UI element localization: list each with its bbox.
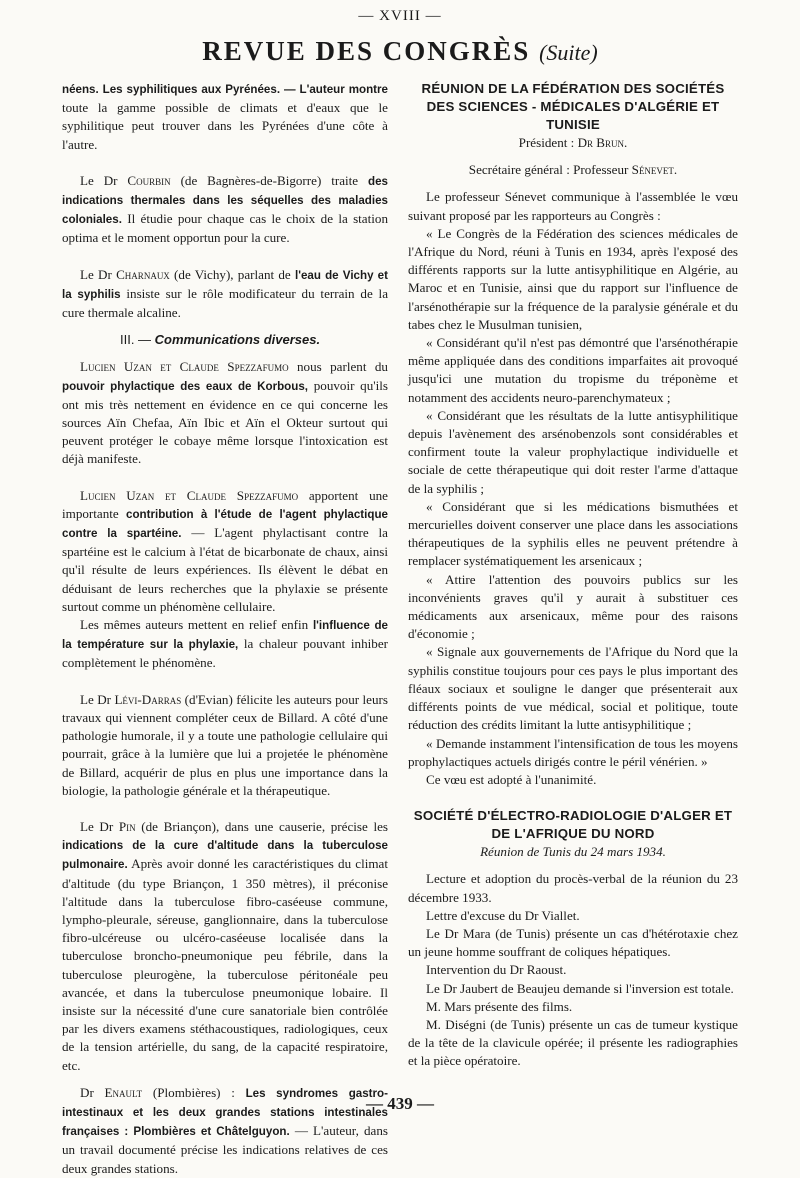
paragraph-sparteine xyxy=(62,487,388,616)
paragraph-pin xyxy=(62,818,388,1075)
paragraph-wish-5: « Attire l'attention des pouvoirs publics sur les inconvénients graves qu'il y aurait à substituer ces médicaments aux arsenicaux, même pour des raisons d'économie ; xyxy=(408,571,738,642)
text: Le Dr xyxy=(80,172,128,188)
paragraph-wish-7: « Demande instamment l'intensification de tous les moyens prophylactiques actuels dirigés contre le péril vénérien. » xyxy=(408,735,738,769)
paragraph-temperature xyxy=(62,616,388,673)
minutes-item-5: Le Dr Jaubert de Beaujeu demande si l'inversion est totale. xyxy=(426,980,734,996)
author-name: Pin xyxy=(118,818,136,834)
text: — L'auteur, dans un travail documenté précise les indications relatives de ces deux grandes stations. xyxy=(62,1123,388,1176)
paragraph-pyrenees xyxy=(62,80,388,154)
paragraph-adopted: Ce vœu est adopté à l'unanimité. xyxy=(426,771,597,787)
paragraph-charnaux xyxy=(62,266,388,323)
minutes-item-4: Intervention du Dr Raoust. xyxy=(426,962,567,978)
text: Les mêmes auteurs mettent en relief enfin xyxy=(80,617,313,633)
label: Secrétaire général : Professeur xyxy=(468,162,632,178)
text: la chaleur pouvant inhiber complètement le phénomène. xyxy=(62,636,388,671)
text: Il étudie pour chaque cas le choix de la station optima et le moment opportun pour la cure. xyxy=(62,211,388,246)
heading-federation: RÉUNION DE LA FÉDÉRATION DES SOCIÉTÉS DES SCIENCES - MÉDICALES D'ALGÉRIE ET TUNISIE xyxy=(421,81,725,132)
text: pouvoir qu'ils ont mis très nettement en évidence en ce qui concerne les sources Aïn Chefaa, Aïn Ibic et Aïn el Okteur surtout qui peuvent protéger le cobaye même lorsque l'intoxication est déjà manifeste. xyxy=(62,377,389,467)
minutes-item-6: M. Mars présente des films. xyxy=(426,998,573,1014)
abstract-title: Les syndromes gastro-intestinaux et les deux grandes stations intestinales françaises : Plombières et Châtelguyon. xyxy=(62,1086,388,1139)
paragraph-wish-2: « Considérant qu'il n'est pas démontré que l'arsénothérapie même appliquée dans des conditions imparfaites ait provoqué jusqu'ici une mutation du tropisme du tréponème et notamment des accidents neuro-parenchymateux ; xyxy=(408,335,738,405)
page-number: — 439 — xyxy=(366,1094,434,1113)
text: nous parlent du xyxy=(288,359,388,375)
minutes-item-7: M. Diségni (de Tunis) présente un cas de tumeur kystique de la tête de la clavicule opérée; il présente les radiographies et la pièce opératoire. xyxy=(408,1016,738,1069)
abstract-title: indications de la cure d'altitude dans la tuberculose pulmonaire. xyxy=(62,839,388,872)
abstract-text: toute la gamme possible de climats et d'eaux que le syphilitique peut trouver dans les Pyrénées d'une côte à l'autre. xyxy=(62,100,388,152)
paragraph-courbin xyxy=(62,172,388,248)
paragraph-levi-darras xyxy=(62,691,388,800)
paragraph-wish-6: « Signale aux gouvernements de l'Afrique du Nord que la syphilis constitue toujours pour ces pays le plus important des fléaux sociaux et souligne le danger que présenterait aux différents points de vue médical, social et politique, toute réduction des crédits limitant la lutte antisyphilitique ; xyxy=(408,644,738,733)
person-name: Dr Brun. xyxy=(577,135,628,150)
text: (Plombières) : xyxy=(142,1084,246,1100)
running-title-suffix: (Suite) xyxy=(539,40,598,65)
text: — L'agent phylactisant contre la spartéine est le calcium à l'état de bicarbonate de chaux, ainsi qu'il résulte de leurs expériences. Ils élèvent le débat en déduisant de leurs recherches que la phylaxie se présente surtout comme un phénomène cellulaire. xyxy=(62,525,388,614)
paragraph-wish-4: « Considérant que si les médications bismuthées et mercurielles doivent conserver une place dans les associations thérapeutiques de la syphilis elles ne peuvent prétendre à remplacer systématiquement les arsenicaux ; xyxy=(408,498,738,569)
author-name: Courbin xyxy=(127,172,171,188)
section-title: Communications diverses. xyxy=(154,332,321,348)
text: (de Bagnères-de-Bigorre) traite xyxy=(170,172,369,188)
abstract-title: l'influence de la température sur la phylaxie, xyxy=(62,619,388,652)
abstract-lead: L'auteur montre xyxy=(299,83,388,96)
text: (de Vichy), parlant de xyxy=(169,266,295,282)
person-name: Sénevet. xyxy=(631,162,678,178)
heading-electro-radiologie: SOCIÉTÉ D'ÉLECTRO-RADIOLOGIE D'ALGER ET DE L'AFRIQUE DU NORD xyxy=(413,808,733,842)
section-heading xyxy=(120,331,388,349)
text: Le Dr xyxy=(80,266,117,282)
right-column xyxy=(408,80,738,1071)
author-name: Enault xyxy=(104,1084,143,1100)
text: apportent une importante xyxy=(62,487,388,521)
label: Président : xyxy=(518,135,578,150)
minutes-item-3: Le Dr Mara (de Tunis) présente un cas d'hétérotaxie chez un jeune homme souffrant de coliques hépatiques. xyxy=(408,925,738,960)
minutes-item-2: Lettre d'excuse du Dr Viallet. xyxy=(426,907,580,923)
abstract-title: pouvoir phylactique des eaux de Korbous, xyxy=(62,379,309,393)
author-name: Lévi-Darras xyxy=(114,691,182,707)
author-name: Charnaux xyxy=(116,266,170,282)
secretary-line xyxy=(408,161,738,179)
text: (d'Evian) félicite les auteurs pour leurs travaux qui viennent compléter ceux de Billard. A côté d'une pathologie humorale, il y a toute une pathologie cellulaire qui pourrait, grâce à la lumière que lui a projetée le phénomène de Billard, acquérir de plus en plus une importance dans la biologie, la pathologie générale et la thérapeutique. xyxy=(62,691,388,798)
meeting-line: Réunion de Tunis du 24 mars 1934. xyxy=(480,844,666,860)
minutes-item-1: Lecture et adoption du procès-verbal de la réunion du 23 décembre 1933. xyxy=(408,871,738,905)
text: Le Dr xyxy=(80,818,119,834)
president-line xyxy=(408,134,738,152)
author-name: Lucien Uzan et Claude Spezzafumo xyxy=(80,359,289,375)
paragraph-wish-3: « Considérant que les résultats de la lutte antisyphilitique depuis l'avènement des arsénobenzols sont considérables et confirment toute la valeur prophylactique individuelle et sociale de cette thérapeutique qui doit rester l'arme d'attaque de la syphilis ; xyxy=(408,407,738,496)
paragraph-intro: Le professeur Sénevet communique à l'assemblée le vœu suivant proposé par les rapporteurs au Congrès : xyxy=(408,189,738,223)
section-number: III. — xyxy=(120,332,155,348)
text: Le Dr xyxy=(80,691,115,707)
text: (de Briançon), dans une causerie, précise les xyxy=(135,818,388,834)
text: Après avoir donné les caractéristiques du climat d'altitude (du type Briançon, 1 350 mètres), il préconise l'altitude dans la tuberculose fibro-caséeuse commune, lympho-pleurale, séreuse, ganglionnaire, dans la tuberculose fibro-ulcéreuse ou ulcéro-caséeuse localisée dans la tuberculose broncho-pneumonique peu fébrile, dans la tuberculose pleurogène, la tuberculose péritonéale peu avancée, et dans la tuberculose pneumonique lobaire. Il insiste sur la nécessité d'une cure sanatoriale bien contrôlée par les divers examens stéthacoustiques, radiologiques, ceux de la tension artérielle, du sang, de la capacité respiratoire, etc. xyxy=(62,856,388,1073)
running-title-text: REVUE DES CONGRÈS xyxy=(202,36,531,66)
abstract-title: des indications thermales dans les séquelles des maladies coloniales. xyxy=(62,174,388,227)
abstract-title: l'eau de Vichy et la syphilis xyxy=(62,268,388,301)
roman-page-number: — XVIII — xyxy=(358,8,442,24)
left-column xyxy=(62,80,388,1178)
author-name: Lucien Uzan et Claude Spezzafumo xyxy=(80,487,299,503)
text: insiste sur le rôle modificateur du terrain de la cure thermale alcaline. xyxy=(62,285,389,321)
abstract-title: contribution à l'étude de l'agent phylactique contre la spartéine. xyxy=(62,507,388,541)
paragraph-wish-1: « Le Congrès de la Fédération des sciences médicales de l'Afrique du Nord, réuni à Tunis en 1934, après l'exposé des différents rapports sur la lutte antisyphilitique en Algérie, au Maroc et en Tunisie, ainsi que du rapport sur l'influence de l'arsénothérapie sur la fréquence de la paralysie générale et du tabes chez le Musulman tunisien, xyxy=(408,225,738,332)
running-title xyxy=(0,38,800,65)
paragraph-korbous xyxy=(62,358,388,468)
text: Dr xyxy=(80,1084,105,1100)
abstract-title: néens. Les syphilitiques aux Pyrénées. — xyxy=(62,83,300,96)
